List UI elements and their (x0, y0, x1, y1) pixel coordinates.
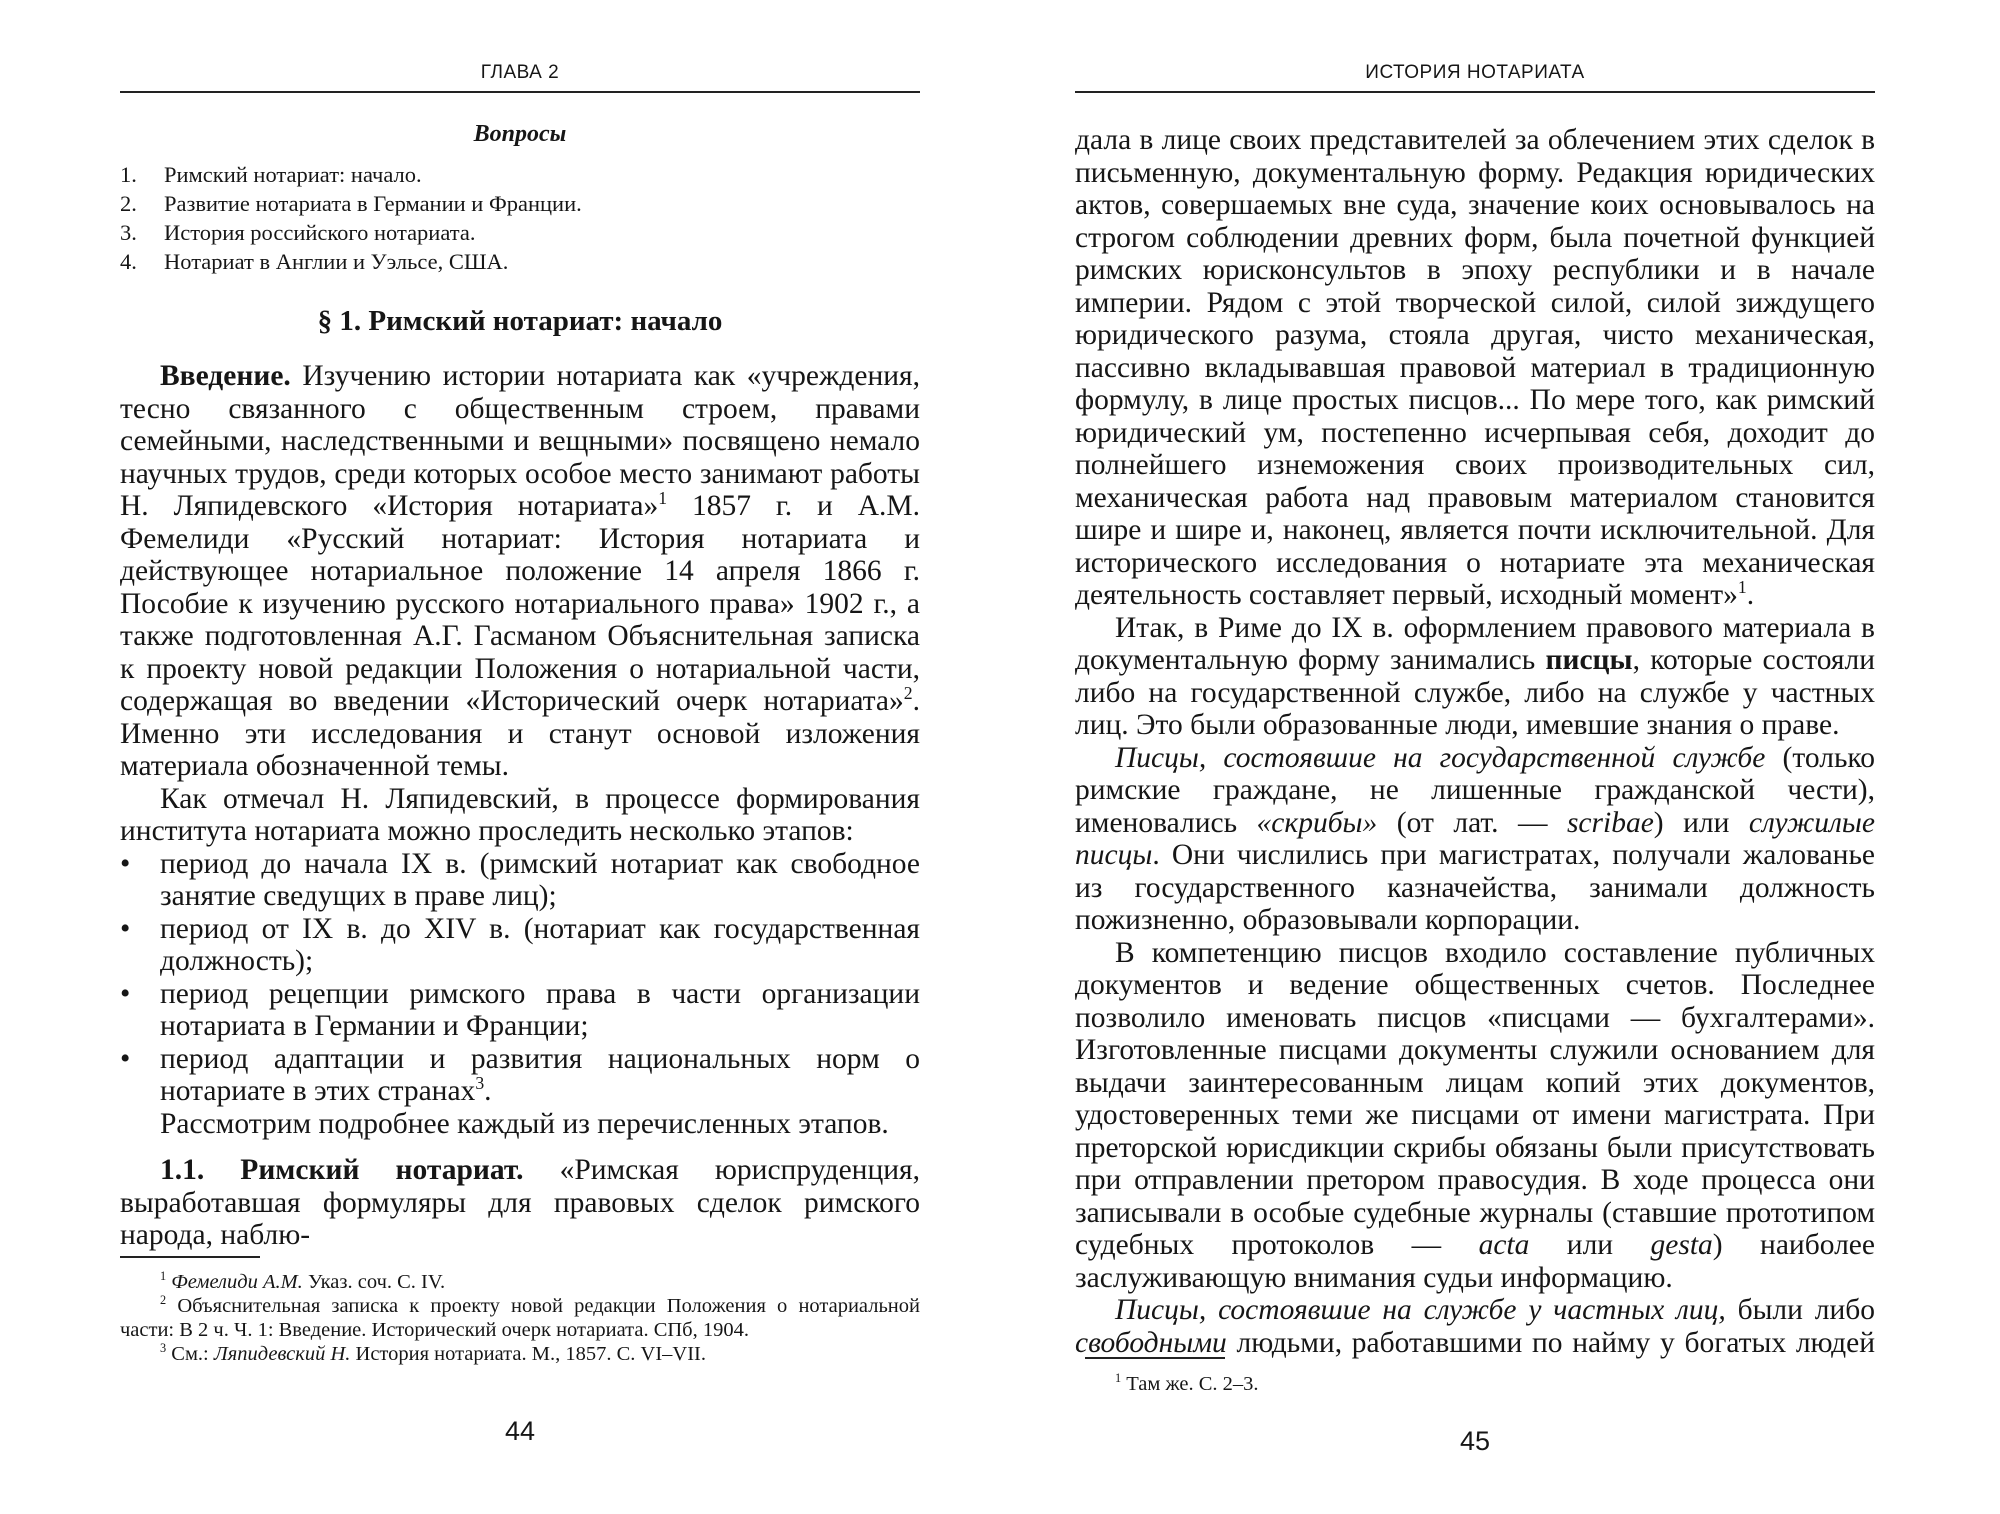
question-item: 1. Римский нотариат: начало. (120, 162, 422, 187)
subsection-paragraph: 1.1. Римский нотариат. «Римская юриспруденция, выработавшая формуляры для правовых сделок римского народа, наблю- (120, 1154, 920, 1251)
bullet-icon: • (120, 1042, 131, 1075)
scribes-paragraph: Итак, в Риме до IX в. оформлением правового материала в документальную форму занимались писцы, которые состояли либо на государственной службе, либо на службе у частных лиц. Это были образованные люди, имевшие знания о праве. (1075, 611, 1875, 741)
running-head-left: ГЛАВА 2 (480, 62, 560, 83)
questions-list (120, 160, 920, 276)
question-item: 4. Нотариат в Англии и Уэльсе, США. (120, 249, 509, 274)
page-number-left: 44 (504, 1416, 536, 1446)
running-head-right: ИСТОРИЯ НОТАРИАТА (1365, 62, 1585, 83)
bullet-icon: • (120, 977, 131, 1010)
questions-heading: Вопросы (473, 121, 567, 147)
review-line: Рассмотрим подробнее каждый из перечисленных этапов. (160, 1107, 889, 1140)
private-scribes-paragraph: Писцы, состоявшие на службе у частных лиц, были либо свободными людьми, работавшими по найму у богатых людей (1075, 1294, 1875, 1359)
intro-paragraph: Введение. Изучению истории нотариата как «учреждения, тесно связанного с общественным строем, правами семейными, наследственными и вещными» посвящено немало научных трудов, среди которых особое место занимают работы Н. Ляпидевского «История нотариата»$^1$ 1857 г. и А.М. Фемелиди «Русский нотариат: История нотариата и действующее нотариальное положение 14 апреля 1866 г. Пособие к изучению русского нотариального права» 1902 г., а также подготовленная А.Г. Гасманом Объяснительная записка к проекту новой редакции Положения о нотариальной части, содержащая во введении «Исторический очерк нотариата»$^2$. Именно эти исследования и станут основой изложения материала обозначенной темы. (120, 360, 921, 782)
footnotes-right (1075, 1372, 1875, 1396)
stage-item: • период рецепции римского права в части организации нотариата в Германии и Франции; (120, 977, 920, 1042)
stages-intro: Как отмечал Н. Ляпидевский, в процессе формирования института нотариата можно проследить несколько этапов: (120, 782, 920, 847)
stage-item: • период от IX в. до XIV в. (нотариат как государственная должность); (120, 912, 920, 977)
footnote-ref: 1 (1737, 577, 1747, 598)
bullet-icon: • (120, 847, 131, 880)
stage-item: • период адаптации и развития национальных норм о нотариате в этих странах$^3$. (120, 1042, 920, 1107)
left-page-body (120, 120, 920, 1252)
stage-item: • период до начала IX в. (римский нотариат как свободное занятие сведущих в праве лиц); (120, 847, 920, 912)
page-number-right: 45 (1459, 1426, 1491, 1456)
stages-list (120, 848, 920, 1108)
question-item: 3. История российского нотариата. (120, 220, 476, 245)
competence-paragraph: В компетенцию писцов входило составление публичных документов и ведение общественных счетов. Последнее позволило именовать писцов «писцами — бухгалтерами». Изготовленные писцами документы служили основанием для выдачи заинтересованным лицам копий этих документов, удостоверенных теми же писцами от имени магистрата. При преторской юрисдикции скрибы обязаны были присутствовать при отправлении претором правосудия. В ходе процесса они записывали в особые судебные журналы (ставшие прототипом судебных протоколов — acta или gesta) наиболее заслуживающую внимания судьи информацию. (1075, 936, 1875, 1294)
footnote-rule-left (120, 1256, 260, 1258)
footnote-ref: 2 (903, 683, 913, 704)
head-rule-left (120, 91, 920, 93)
footnote-item: $^1$ Фемелиди А.М. Указ. соч. С. IV. (160, 1269, 446, 1293)
footnote-rule-right (1085, 1357, 1225, 1359)
footnote-item: $^2$ Объяснительная записка к проекту новой редакции Положения о нотариальной части: В 2 ч. Ч. 1: Введение. Исторический очерк нотариата. СПб, 1904. (120, 1293, 920, 1341)
head-rule-right (1075, 91, 1875, 93)
footnote-item: $^1$ Там же. С. 2–3. (1115, 1371, 1259, 1395)
footnote-ref: 3 (475, 1073, 485, 1094)
left-page (120, 0, 920, 1514)
footnote-ref: 1 (658, 488, 668, 509)
continued-quote-paragraph: дала в лице своих представителей за облечением этих сделок в письменную, документальную форму. Редакция юридических актов, совершаемых вне суда, значение коих основывалось на строгом соблюдении древних форм, была почетной функцией римских юрисконсультов в эпоху республики и в начале империи. Рядом с этой творческой силой, силой зиждущего юридического разума, стояла другая, чисто механическая, пассивно вкладывавшая правовой материал в традиционную формулу, в лице простых писцов... По мере того, как римский юридический ум, постепенно исчерпывая себя, доходит до полнейшего изнеможения своих производительных сил, механическая работа над правовым материалом становится шире и шире и, наконец, является почти исключительной. Для исторического исследования о нотариате эта механическая деятельность составляет первый, исходный момент»$^1$. (1075, 124, 1875, 611)
footnotes-left (120, 1270, 920, 1366)
state-scribes-paragraph: Писцы, состоявшие на государственной службе (только римские граждане, не лишенные гражданской чести), именовались «скрибы» (от лат. — scribae) или служилые писцы. Они числились при магистратах, получали жалованье из государственного казначейства, занимали должность пожизненно, образовывали корпорации. (1075, 741, 1875, 936)
right-page (1075, 0, 1875, 1514)
question-item: 2. Развитие нотариата в Германии и Франции. (120, 191, 582, 216)
section-title: § 1. Римский нотариат: начало (317, 305, 723, 337)
bullet-icon: • (120, 912, 131, 945)
right-page-body (1075, 124, 1875, 1359)
footnote-item: $^3$ См.: Ляпидевский Н. История нотариата. М., 1857. С. VI–VII. (160, 1341, 706, 1365)
